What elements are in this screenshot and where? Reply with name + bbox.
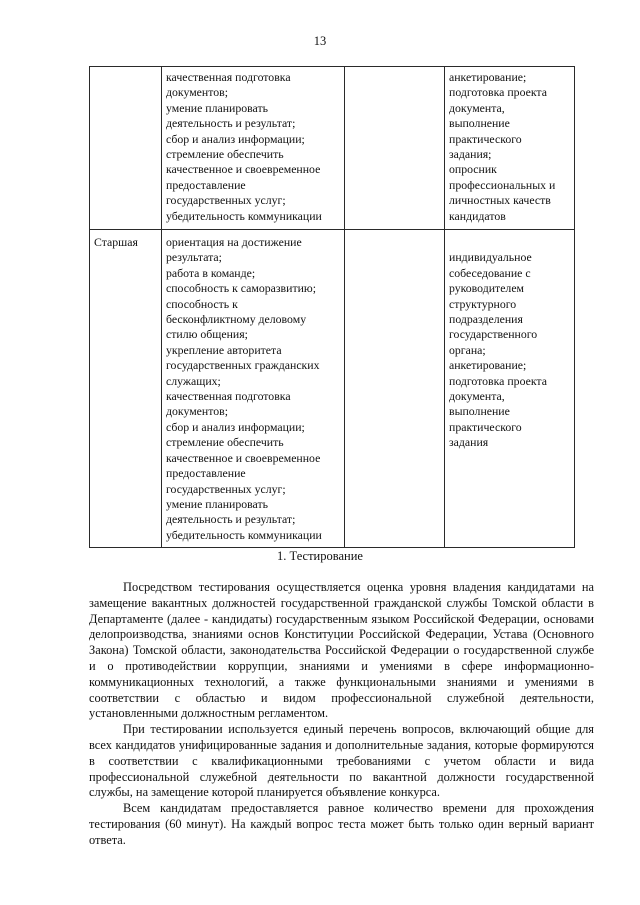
cell-line: качественное и своевременное xyxy=(166,162,321,177)
cell-line: служащих; xyxy=(166,373,221,388)
methods-cell xyxy=(445,67,575,230)
methods-cell xyxy=(445,230,575,548)
cell-line: стилю общения; xyxy=(166,327,248,342)
cell-line: профессиональных и xyxy=(449,177,556,192)
competencies-cell xyxy=(162,67,345,230)
cell-line: практического xyxy=(449,131,522,146)
cell-line: способность к саморазвитию; xyxy=(166,281,317,296)
cell-line: убедительность коммуникации xyxy=(166,208,322,223)
cell-line: государственного xyxy=(449,327,538,342)
cell-line: выполнение xyxy=(449,404,510,419)
paragraph: Всем кандидатам предоставляется равное количество времени для прохождения тестирования (60 минут). На каждый вопрос теста может быть только один верный вариант ответа. xyxy=(89,801,594,847)
cell-line: кандидатов xyxy=(449,208,506,223)
table-row xyxy=(90,230,575,548)
cell-line: ориентация на достижение xyxy=(166,235,302,249)
cell-line: государственных услуг; xyxy=(166,481,286,496)
cell-line-gap xyxy=(449,235,571,250)
cell-line: сбор и анализ информации; xyxy=(166,419,305,434)
cell-line: результата; xyxy=(166,250,222,265)
cell-line: работа в команде; xyxy=(166,265,256,280)
cell-line: способность к xyxy=(166,296,238,311)
cell-line: руководителем xyxy=(449,281,525,296)
cell-line: индивидуальное xyxy=(449,250,532,265)
cell-line: собеседование с xyxy=(449,265,531,280)
cell-line: бесконфликтному деловому xyxy=(166,312,307,327)
cell-line: убедительность коммуникации xyxy=(166,527,322,542)
cell-line: органа; xyxy=(449,342,486,357)
cell-line: качественное и своевременное xyxy=(166,450,321,465)
cell-line: личностных качеств xyxy=(449,193,551,208)
cell-line: подготовка проекта xyxy=(449,85,547,100)
empty-cell xyxy=(345,67,445,230)
cell-line: документа, xyxy=(449,389,505,404)
cell-line: практического xyxy=(449,419,522,434)
competencies-cell xyxy=(162,230,345,548)
cell-line: анкетирование; xyxy=(449,358,527,373)
cell-line: умение планировать xyxy=(166,496,268,511)
cell-line: документов; xyxy=(166,85,228,100)
body-text xyxy=(89,580,594,849)
cell-line: качественная подготовка xyxy=(166,70,291,84)
cell-line: опросник xyxy=(449,162,497,177)
cell-line: государственных гражданских xyxy=(166,358,320,373)
cell-line: деятельность и результат; xyxy=(166,116,296,131)
cell-line: предоставление xyxy=(166,466,246,481)
cell-line: выполнение xyxy=(449,116,510,131)
group-cell: Старшая xyxy=(90,230,162,548)
cell-line: деятельность и результат; xyxy=(166,512,296,527)
page-number: 13 xyxy=(313,34,327,48)
paragraph: Посредством тестирования осуществляется оценка уровня владения кандидатами на замещение вакантных должностей государственной гражданской службы Томской области в Департаменте (далее - кандидаты) государственным языком Российской Федерации, основами делопроизводства, знаниями основ Конституции Российской Федерации, Устава (Основного Закона) Томской области, законодательства Российской Федерации о государственной службе и о противодействии коррупции, знаниями и умениями в сфере информационно-коммуникационных технологий, а также функциональными знаниями и умениями в соответствии с областью и видом профессиональной служебной деятельности, установленными должностным регламентом. xyxy=(89,580,594,721)
cell-line: документов; xyxy=(166,404,228,419)
empty-cell xyxy=(345,230,445,548)
cell-line: подготовка проекта xyxy=(449,373,547,388)
cell-line: предоставление xyxy=(166,177,246,192)
cell-line: подразделения xyxy=(449,312,523,327)
cell-line: задания xyxy=(449,435,489,450)
cell-line: сбор и анализ информации; xyxy=(166,131,305,146)
cell-line: государственных услуг; xyxy=(166,193,286,208)
cell-line: стремление обеспечить xyxy=(166,147,284,162)
table-row xyxy=(90,67,575,230)
cell-line: структурного xyxy=(449,296,517,311)
cell-line: качественная подготовка xyxy=(166,389,291,404)
cell-line: анкетирование; xyxy=(449,70,527,84)
cell-line: умение планировать xyxy=(166,100,268,115)
cell-line: укрепление авторитета xyxy=(166,342,282,357)
competency-table xyxy=(89,66,575,548)
paragraph: При тестировании используется единый перечень вопросов, включающий общие для всех кандидатов унифицированные задания и дополнительные задания, которые формируются в соответствии с квалификационными требованиями с учетом области и вида профессиональной служебной деятельности по вакантной должности государственной службы, на замещение которой планируется объявление конкурса. xyxy=(89,722,594,800)
cell-line: стремление обеспечить xyxy=(166,435,284,450)
cell-line: документа, xyxy=(449,100,505,115)
cell-line: задания; xyxy=(449,147,492,162)
section-title: 1. Тестирование xyxy=(277,549,363,563)
group-cell xyxy=(90,67,162,230)
